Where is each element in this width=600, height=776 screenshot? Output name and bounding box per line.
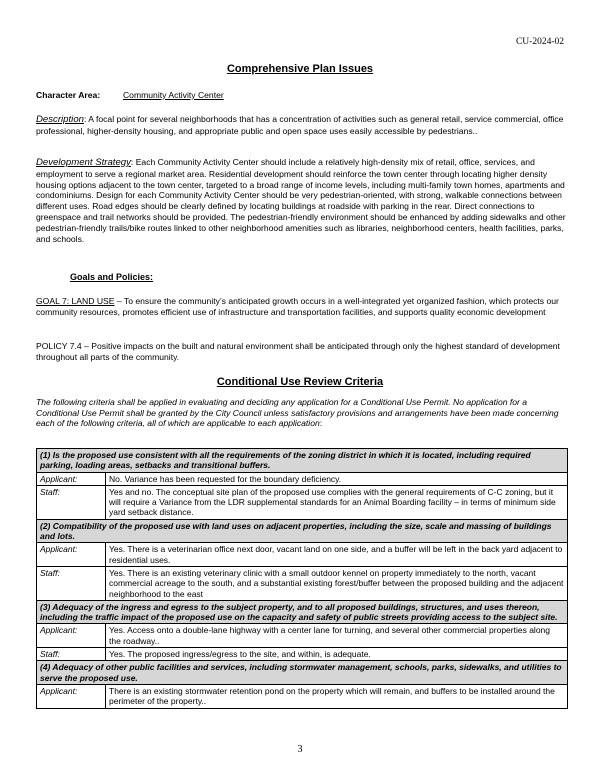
criterion-1-staff-response: Yes and no. The conceptual site plan of the proposed use complies with the general requirements of C-C zoning, but it will require a Variance from the LDR supplemental standards for an Animal Boarding facility – in terms of minimum side yard setback distance. bbox=[106, 485, 568, 519]
applicant-label: Applicant: bbox=[37, 624, 106, 648]
description-label: Description bbox=[36, 114, 84, 125]
goals-heading: Goals and Policies: bbox=[70, 272, 154, 282]
staff-label: Staff: bbox=[37, 648, 106, 661]
criterion-1-applicant-row bbox=[37, 472, 568, 485]
criteria-intro bbox=[36, 397, 568, 429]
applicant-label: Applicant: bbox=[37, 472, 106, 485]
criterion-1-header: (1) Is the proposed use consistent with all the requirements of the zoning district in which it is located, including required parking, loading areas, setbacks and transitional buffers. bbox=[37, 449, 568, 473]
development-strategy-label: Development Strategy bbox=[36, 157, 131, 168]
character-area-value: Community Activity Center bbox=[122, 90, 224, 100]
character-area-label: Character Area bbox=[36, 90, 98, 100]
criteria-table bbox=[36, 448, 568, 709]
staff-label: Staff: bbox=[37, 566, 106, 600]
character-area-row bbox=[36, 90, 566, 101]
document-id: CU-2024-02 bbox=[515, 37, 564, 47]
criterion-3-header: (3) Adequacy of the ingress and egress to the subject property, and to all proposed buildings, structures, and uses thereon, including the traffic impact of the proposed use on the capacity and safety of public streets providing access to the subject site. bbox=[37, 600, 568, 624]
plan-heading: Comprehensive Plan Issues bbox=[226, 63, 374, 75]
description-paragraph bbox=[36, 114, 566, 137]
criteria-heading: Conditional Use Review Criteria bbox=[216, 376, 384, 388]
criteria-intro-colon: : bbox=[319, 418, 323, 429]
development-strategy-paragraph bbox=[36, 157, 566, 244]
criterion-4-header-row bbox=[37, 661, 568, 685]
goal-7-text: – To ensure the community’s anticipated growth occurs in a well-integrated yet organized fashion, which protects our community resources, promotes efficient use of infrastructure and transportation facilities, and supports quality economic development bbox=[36, 296, 559, 317]
page-number: 3 bbox=[297, 744, 303, 755]
staff-label: Staff: bbox=[37, 485, 106, 519]
criterion-3-applicant-response: Yes. Access onto a double-lane highway with a center lane for turning, and several other commercial properties along the roadway.. bbox=[106, 624, 568, 648]
criterion-3-staff-response: Yes. The proposed ingress/egress to the site, and within, is adequate. bbox=[106, 648, 568, 661]
criterion-3-header-row bbox=[37, 600, 568, 624]
policy-paragraph: POLICY 7.4 – Positive impacts on the built and natural environment shall be anticipated through only the highest standard of development throughout all parts of the community. bbox=[36, 341, 560, 362]
goal-7-label: GOAL 7: LAND USE bbox=[36, 296, 115, 306]
character-area-colon: : bbox=[97, 90, 101, 100]
criterion-1-header-row bbox=[37, 449, 568, 473]
goal-7-paragraph bbox=[36, 296, 566, 318]
criterion-1-applicant-response: No. Variance has been requested for the boundary deficiency. bbox=[106, 472, 568, 485]
criteria-intro-text: The following criteria shall be applied in evaluating and deciding any application for a Conditional Use Permit. No application for a Conditional Use Permit shall be granted by the City Council unless satisfactory provisions and arrangements have been made concerning each of the following criteria, all of which are applicable to each application bbox=[36, 397, 559, 429]
criterion-2-staff-row bbox=[37, 566, 568, 600]
criterion-2-header: (2) Compatibility of the proposed use with land uses on adjacent properties, including the size, scale and massing of buildings and lots. bbox=[37, 519, 568, 543]
criterion-2-applicant-row bbox=[37, 543, 568, 567]
applicant-label: Applicant: bbox=[37, 543, 106, 567]
criterion-2-applicant-response: Yes. There is a veterinarian office next door, vacant land on one side, and a buffer will be left in the back yard adjacent to residential uses. bbox=[106, 543, 568, 567]
criterion-3-staff-row bbox=[37, 648, 568, 661]
criterion-4-applicant-response: There is an existing stormwater retention pond on the property which will remain, and buffers to be installed around the perimeter of the property.. bbox=[106, 684, 568, 708]
development-strategy-text: : Each Community Activity Center should include a relatively high-density mix of retail, office, services, and employment to serve a regional market area. Residential development should reinforce the town center through locating higher density housing options adjacent to the town center, targeted to a broad range of income levels, including multi-family town homes, apartments and condominiums. Design for each Community Activity Center should be very pedestrian-oriented, with strong, walkable connections between different uses. Road edges should be clearly defined by locating buildings at roadside with parking in the rear. Direct connections to greenspace and trail networks should be provided. The pedestrian-friendly environment should be enhanced by adding sidewalks and other pedestrian-friendly trails/bike routes linked to other neighborhood amenities such as libraries, neighborhood centers, health facilities, parks, and schools. bbox=[36, 157, 566, 244]
criterion-1-staff-row bbox=[37, 485, 568, 519]
criterion-4-applicant-row bbox=[37, 684, 568, 708]
applicant-label: Applicant: bbox=[37, 684, 106, 708]
criterion-2-staff-response: Yes. There is an existing veterinary clinic with a small outdoor kennel on property immediately to the north, vacant commercial acreage to the south, and a substantial existing forest/buffer between the proposed building and the adjacent neighborhood to the east bbox=[106, 566, 568, 600]
criterion-4-header: (4) Adequacy of other public facilities and services, including stormwater management, schools, parks, sidewalks, and utilities to serve the proposed use. bbox=[37, 661, 568, 685]
criterion-3-applicant-row bbox=[37, 624, 568, 648]
criterion-2-header-row bbox=[37, 519, 568, 543]
description-text: : A focal point for several neighborhoods that has a concentration of activities such as general retail, service commercial, office professional, higher-density housing, and appropriate public and open space uses easily accessible by pedestrians.. bbox=[36, 114, 564, 136]
